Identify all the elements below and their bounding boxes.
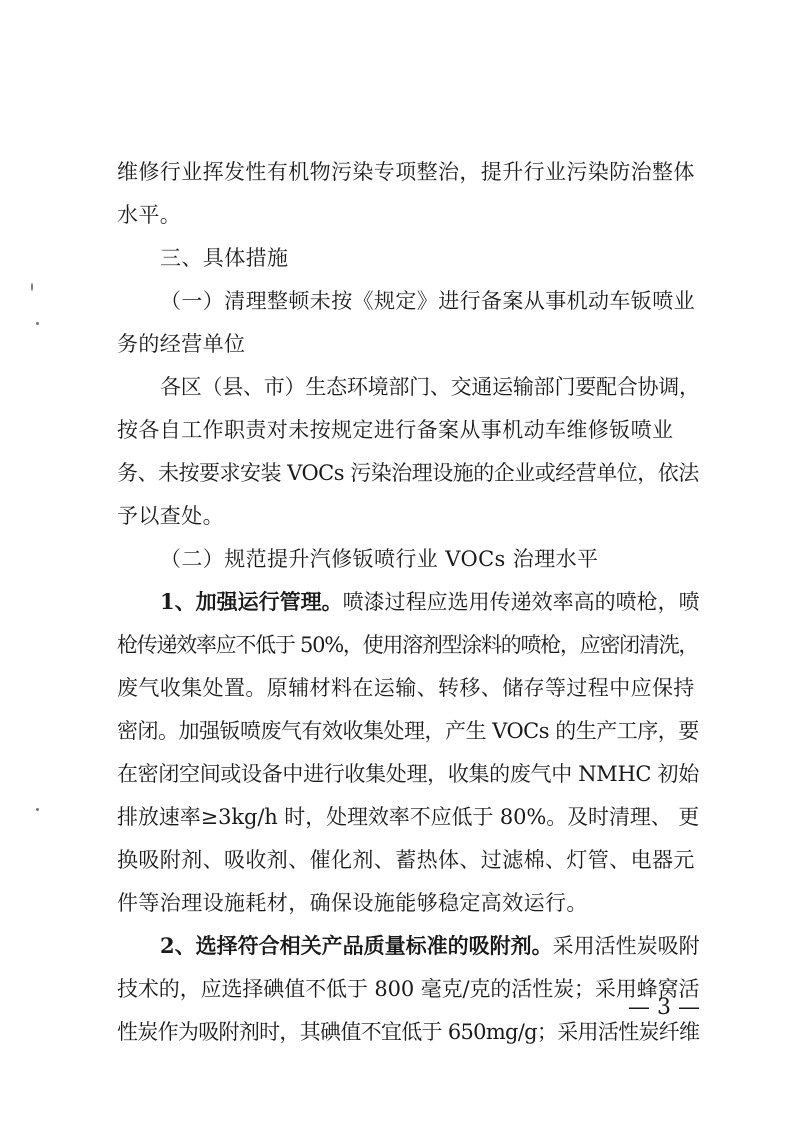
subsection-heading — [160, 287, 700, 315]
scan-speck — [36, 808, 39, 811]
subsection-heading — [117, 330, 245, 358]
text-run: 务的经营单位 — [117, 332, 246, 356]
text-run: 予以查处。 — [117, 504, 224, 528]
body-text-line — [117, 158, 700, 186]
body-text-line — [117, 416, 700, 444]
body-text-line — [117, 803, 700, 831]
scan-speck — [36, 322, 39, 325]
text-run: 水平。 — [117, 203, 182, 227]
body-text-line — [117, 201, 181, 229]
text-run: （一）清理整顿未按《规定》进行备案从事机动车钣喷业 — [160, 289, 695, 313]
body-text-line — [117, 760, 700, 788]
body-text-line — [117, 502, 224, 530]
page-number: — 3 — — [628, 995, 700, 1020]
text-run: 维修行业挥发性有机物污染专项整治，提升行业污染防治整体 — [117, 160, 695, 184]
bold-run: 2、选择符合相关产品质量标准的吸附剂。 — [160, 933, 553, 958]
text-run: 喷漆过程应选用传递效率高的喷枪，喷 — [342, 590, 700, 614]
body-text-line — [160, 588, 700, 616]
body-text-line — [117, 846, 700, 874]
body-text-line — [117, 975, 700, 1003]
text-run: 务、未按要求安装 VOCs 污染治理设施的企业或经营单位，依法 — [117, 461, 699, 485]
text-run: 换吸附剂、吸收剂、催化剂、蓄热体、过滤棉、灯管、电器元 — [117, 848, 695, 872]
text-run: 枪传递效率应不低于 50%，使用溶剂型涂料的喷枪，应密闭清洗， — [117, 633, 699, 657]
subsection-heading — [160, 545, 598, 573]
text-run: 性炭作为吸附剂时，其碘值不宜低于 650mg/g；采用活性炭纤维 — [117, 1020, 700, 1044]
body-text-line — [117, 674, 700, 702]
text-run: 三、具体措施 — [160, 246, 289, 270]
section-heading — [160, 244, 288, 272]
body-text-line — [117, 631, 700, 659]
text-run: 各区（县、市）生态环境部门、交通运输部门要配合协调， — [160, 375, 700, 399]
body-text-line — [117, 1018, 700, 1046]
bold-run: 1、加强运行管理。 — [160, 589, 343, 614]
text-run: 技术的，应选择碘值不低于 800 毫克/克的活性炭；采用蜂窝活 — [117, 977, 700, 1001]
text-run: （二）规范提升汽修钣喷行业 VOCs 治理水平 — [160, 547, 599, 571]
body-text-line — [117, 459, 700, 487]
text-run: 在密闭空间或设备中进行收集处理，收集的废气中 NMHC 初始 — [117, 762, 699, 786]
body-text-line — [160, 932, 700, 960]
text-run: 件等治理设施耗材，确保设施能够稳定高效运行。 — [117, 891, 588, 915]
text-run: 按各自工作职责对未按规定进行备案从事机动车维修钣喷业 — [117, 418, 674, 442]
body-text-line — [117, 717, 700, 745]
body-text-line — [160, 373, 700, 401]
text-run: 废气收集处置。原辅材料在运输、转移、储存等过程中应保持 — [117, 676, 695, 700]
scan-speck — [31, 283, 33, 291]
text-run: 密闭。加强钣喷废气有效收集处理，产生 VOCs 的生产工序，要 — [117, 719, 699, 743]
text-run: 排放速率≥3kg/h 时，处理效率不应低于 80%。及时清理、 更 — [117, 805, 700, 829]
text-run: 采用活性炭吸附 — [552, 934, 700, 958]
body-text-line — [117, 889, 588, 917]
